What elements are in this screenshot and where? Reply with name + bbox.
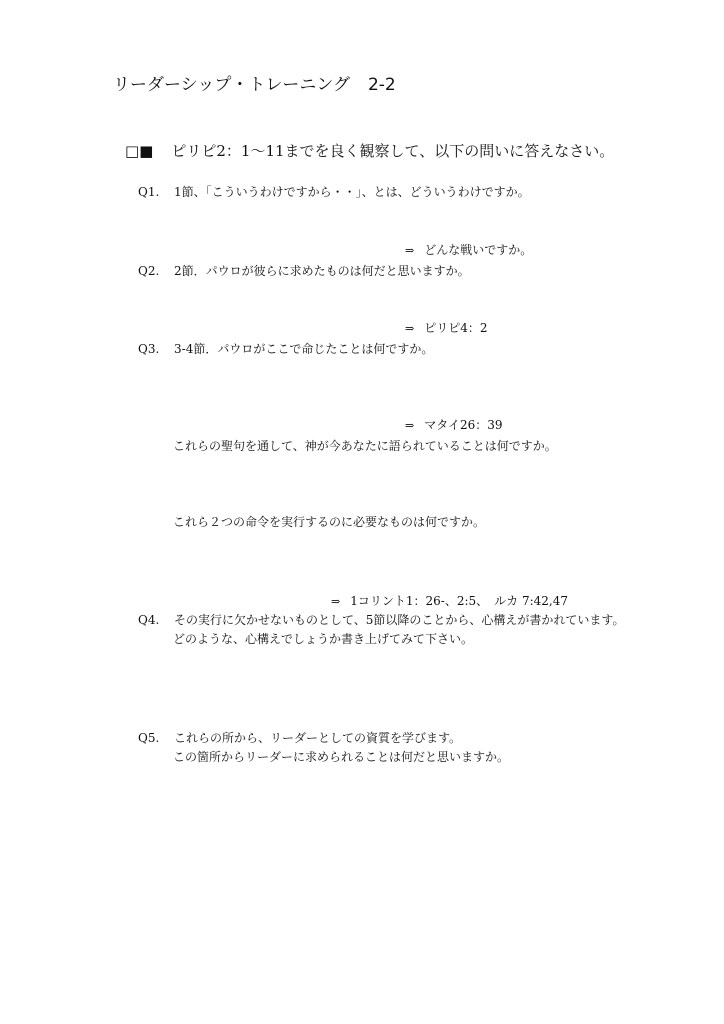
title-number: 2-2 — [367, 75, 396, 95]
arrow-icon: ⇒ — [405, 419, 415, 432]
question-4-line-2: どのような、心構えでしょうか書き上げてみて下さい。 — [173, 632, 474, 646]
question-text: これらの所から、リーダーとしての資質を学びます。 — [174, 731, 462, 745]
instruction-text: ピリピ2：1〜11までを良く観察して、以下の問いに答えなさい。 — [171, 142, 615, 160]
question-text: 2節．パウロが彼らに求めたものは何だと思いますか。 — [174, 264, 470, 278]
reference-1 — [405, 241, 532, 258]
question-number: Q4. — [138, 613, 160, 627]
question-number: Q1. — [138, 185, 160, 199]
question-text: 3-4節．パウロがここで命じたことは何ですか。 — [174, 342, 434, 356]
question-4 — [138, 611, 624, 628]
instruction-heading — [125, 140, 614, 161]
question-5 — [138, 729, 461, 746]
question-text: その実行に欠かせないものとして、5節以降のことから、心構えが書かれています。 — [174, 613, 625, 627]
arrow-icon: ⇒ — [405, 244, 415, 257]
subquestion-2: これら２つの命令を実行するのに必要なものは何ですか。 — [173, 515, 486, 529]
reference-text: ピリピ4：2 — [424, 321, 488, 335]
page-title — [113, 70, 396, 95]
square-icon: □■ — [125, 142, 154, 160]
question-number: Q3. — [138, 342, 160, 356]
title-text: リーダーシップ・トレーニング — [113, 75, 350, 95]
reference-3 — [405, 416, 503, 433]
subquestion-1: これらの聖句を通して、神が今あなたに語られていることは何ですか。 — [173, 439, 557, 453]
question-5-line-2: この箇所からリーダーに求められることは何だと思いますか。 — [173, 750, 510, 764]
reference-text: マタイ26：39 — [424, 418, 503, 432]
question-3 — [138, 340, 433, 357]
reference-2 — [405, 319, 488, 336]
arrow-icon: ⇒ — [331, 595, 341, 608]
arrow-icon: ⇒ — [405, 322, 415, 335]
question-2 — [138, 262, 470, 279]
question-number: Q5. — [138, 731, 160, 745]
question-number: Q2. — [138, 264, 160, 278]
reference-text: どんな戦いですか。 — [424, 243, 533, 257]
reference-4 — [331, 592, 568, 609]
reference-text: 1コリント1：26-、2:5、 ルカ 7:42,47 — [350, 594, 568, 608]
question-text: 1節、「こういうわけですから・・」、とは、どういうわけですか。 — [174, 185, 530, 199]
question-1 — [138, 183, 530, 200]
